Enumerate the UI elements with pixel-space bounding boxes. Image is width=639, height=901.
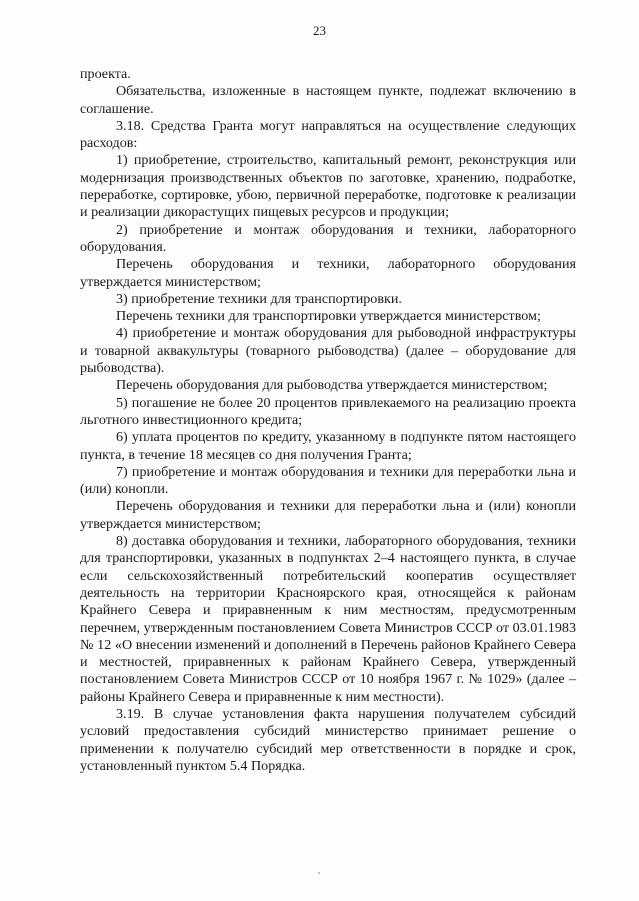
scan-speck xyxy=(318,872,320,874)
paragraph: проекта. xyxy=(80,66,131,82)
page-number: 23 xyxy=(313,23,326,38)
paragraph: 7) приобретение и монтаж оборудования и техники для переработки льна и (или) конопли. xyxy=(80,463,576,498)
paragraph: 3) приобретение техники для транспортировки. xyxy=(116,290,402,307)
paragraph: Перечень оборудования и техники, лабораторного оборудования утверждается министерством; xyxy=(80,256,576,290)
paragraph: 3.19. В случае установления факта нарушения получателем субсидий условий предоставления субсидий министерство принимает решение о применении к получателю субсидий мер ответственности в порядке и срок, установленный пунктом 5.4 Порядка. xyxy=(80,705,576,774)
paragraph: 5) погашение не более 20 процентов привлекаемого на реализацию проекта льготного инвестиционного кредита; xyxy=(80,394,576,428)
paragraph: 1) приобретение, строительство, капитальный ремонт, реконструкция или модернизация производственных объектов по заготовке, хранению, подработке, переработке, сортировке, убою, первичной переработке, подготовке к реализации и реализации дикорастущих пищевых ресурсов и продукции; xyxy=(80,152,576,221)
paragraph: 8) доставка оборудования и техники, лабораторного оборудования, техники для транспортировки, указанных в подпунктах 2–4 настоящего пункта, в случае если сельскохозяйственный потребительский кооператив осуществляет деятельность на территории Красноярского края, относящейся к районам Крайнего Севера и приравненным к ним местностям, предусмотренным перечнем, утвержденным постановлением Совета Министров СССР от 03.01.1983 № 12 «О внесении изменений и дополнений в Перечень районов Крайнего Севера и местностей, приравненных к районам Крайнего Севера, утвержденный постановлением Совета Министров СССР от 10 ноября 1967 г. № 1029» (далее – районы Крайнего Севера и приравненные к ним местности). xyxy=(80,533,576,705)
paragraph: Перечень техники для транспортировки утверждается министерством; xyxy=(116,308,541,325)
paragraph: 4) приобретение и монтаж оборудования для рыбоводной инфраструктуры и товарной аквакультуры (товарного рыбоводства) (далее – оборудование для рыбоводства). xyxy=(80,325,576,377)
paragraph: 6) уплата процентов по кредиту, указанному в подпункте пятом настоящего пункта, в течение 18 месяцев со дня получения Гранта; xyxy=(80,429,576,463)
paragraph: 3.18. Средства Гранта могут направляться на осуществление следующих расходов: xyxy=(80,117,576,152)
paragraph: Перечень оборудования для рыбоводства утверждается министерством; xyxy=(116,377,548,394)
paragraph: Перечень оборудования и техники для переработки льна и (или) конопли утверждается министерством; xyxy=(80,498,576,532)
document-body xyxy=(80,66,576,775)
paragraph: Обязательства, изложенные в настоящем пункте, подлежат включению в соглашение. xyxy=(80,83,576,117)
paragraph: 2) приобретение и монтаж оборудования и техники, лабораторного оборудования. xyxy=(80,221,576,255)
